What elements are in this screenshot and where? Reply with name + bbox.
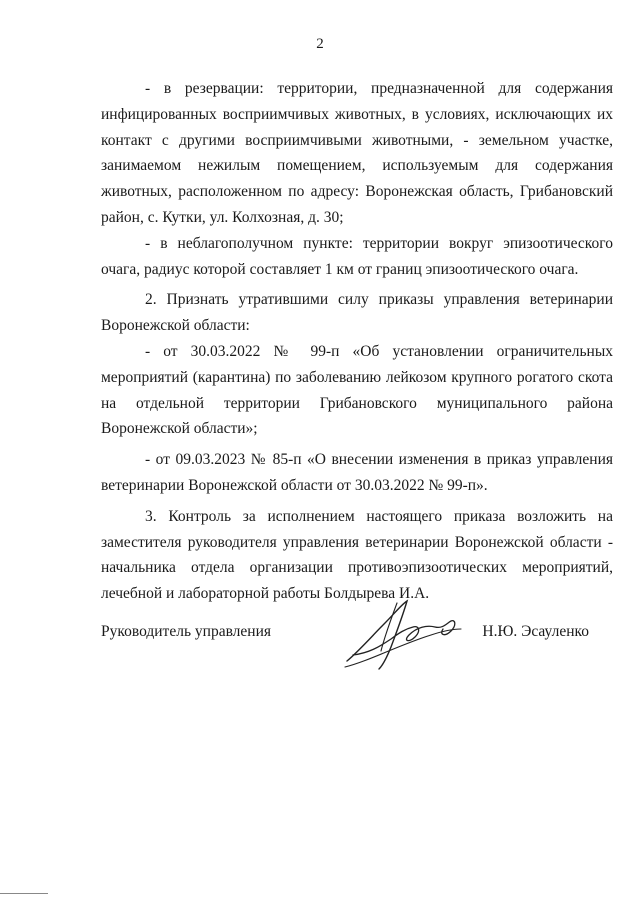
signatory-title: Руководитель управления: [101, 623, 272, 640]
paragraph-repeal-orders: 2. Признать утратившими силу приказы управления ветеринарии Воронежской области:: [101, 291, 613, 335]
paragraph-unsafe-point: - в неблагополучном пункте: территории вокруг эпизоотического очага, радиус которой составляет 1 км от границ эпизоотического очага.: [101, 234, 613, 278]
paragraph-reservation: - в резервации: территории, предназначенной для содержания инфицированных восприимчивых животных, в условиях, исключающих их контакт с другими восприимчивыми животными, - земельном участке, занимаемом нежилым помещением, используемым для содержания животных, расположенном по адресу: Воронежская область, Грибановский район, с. Кутки, ул. Колхозная, д. 30;: [101, 80, 613, 226]
paragraph-order-99p: - от 30.03.2022 № 99-п «Об установлении ограничительных мероприятий (карантина) по заболеванию лейкозом крупного рогатого скота на отдельной территории Грибановского муниципального района Воронежской области»;: [101, 342, 613, 438]
scan-edge-line: [0, 893, 48, 894]
signature-block: [101, 595, 613, 685]
paragraph-order-85p: - от 09.03.2023 № 85-п «О внесении изменения в приказ управления ветеринарии Воронежской области от 30.03.2022 № 99-п».: [101, 451, 613, 494]
paragraph-control: 3. Контроль за исполнением настоящего приказа возложить на заместителя руководителя управления ветеринарии Воронежской области - начальника отдела организации противоэпизоотических мероприятий, лечебной и лабораторной работы Болдырева И.А.: [101, 507, 613, 603]
document-body: [101, 76, 613, 612]
handwritten-signature: [339, 595, 469, 675]
signatory-name: Н.Ю. Эсауленко: [482, 623, 589, 640]
page-number: 2: [316, 36, 324, 52]
